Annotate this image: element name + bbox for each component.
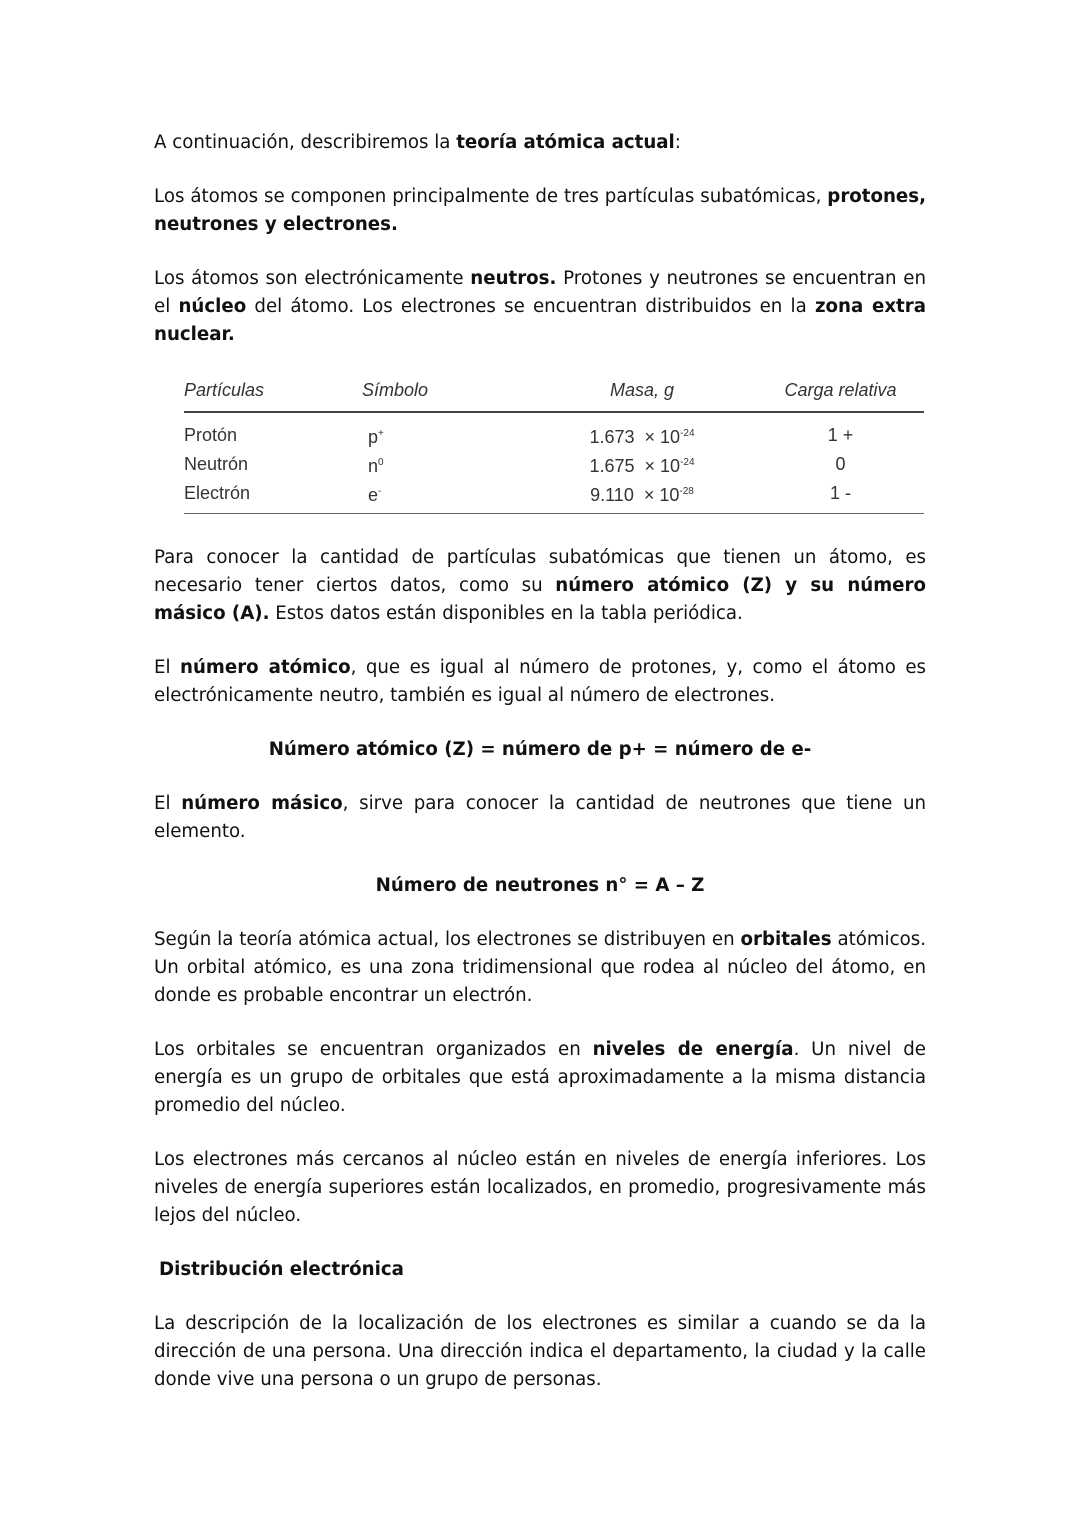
text-run: Protones y neutrones se encuentran en el: [154, 268, 926, 317]
mass-value: 1.673: [589, 427, 635, 447]
text-run: Los orbitales se encuentran organizados en: [154, 1039, 593, 1060]
text-run: Para conocer la cantidad de partículas subatómicas que tienen un átomo, es necesario tener ciertos datos, como su: [154, 547, 926, 596]
text-run: Los átomos se componen principalmente de tres partículas subatómicas,: [154, 186, 828, 207]
paragraph: [154, 544, 926, 628]
text-run: . Un nivel de energía es un grupo de orbitales que está aproximadamente a la misma distancia promedio del núcleo.: [154, 1039, 926, 1116]
particle-name: Neutrón: [184, 454, 249, 474]
particle-symbol: [362, 450, 527, 479]
header-simbolo: Símbolo: [362, 375, 527, 412]
bold-term: protones, neutrones y electrones.: [154, 186, 926, 235]
symbol-sup: 0: [378, 457, 384, 468]
bold-term: núcleo: [178, 296, 247, 317]
bold-term: número atómico: [180, 657, 351, 678]
paragraph: [154, 1146, 926, 1230]
body-section: [154, 544, 926, 1394]
document-page: [154, 129, 926, 1420]
particle-mass: [527, 412, 757, 450]
bold-term: zona extra nuclear.: [154, 296, 926, 345]
bold-term: neutros.: [470, 268, 557, 289]
text-run: Según la teoría atómica actual, los electrones se distribuyen en: [154, 929, 741, 950]
header-carga: Carga relativa: [757, 375, 924, 412]
intro-section: [154, 129, 926, 349]
bold-term: niveles de energía: [592, 1039, 794, 1060]
subatomic-particles-table: [184, 375, 924, 514]
bold-term: número másico: [181, 793, 343, 814]
header-masa: Masa, g: [527, 375, 757, 412]
mass-value: 9.110: [590, 485, 634, 505]
paragraph: [154, 183, 926, 239]
mass-exponent: × 10: [644, 427, 681, 447]
symbol-sup: -: [378, 486, 382, 497]
particle-mass: [527, 479, 757, 514]
bold-term: orbitales: [740, 929, 832, 950]
table-row: [184, 450, 924, 479]
particle-charge: 0: [835, 454, 846, 474]
text-run: , que es igual al número de protones, y, como el átomo es electrónicamente neutro, también es igual al número de electrones.: [154, 657, 926, 706]
text-run: A continuación, describiremos la: [154, 132, 457, 153]
paragraph: [154, 265, 926, 349]
particle-name: Protón: [184, 425, 238, 445]
formula: [154, 872, 926, 900]
table-row: [184, 412, 924, 450]
paragraph: [154, 790, 926, 846]
mass-exponent-sup: -24: [680, 428, 695, 439]
text-run: Estos datos están disponibles en la tabla periódica.: [269, 603, 743, 624]
mass-value: 1.675: [589, 456, 635, 476]
text-run: El: [154, 793, 182, 814]
text-run: El: [154, 657, 181, 678]
mass-exponent-sup: -28: [679, 486, 694, 497]
paragraph: [154, 129, 926, 157]
bold-term: teoría atómica actual: [456, 132, 675, 153]
table-header-row: [184, 375, 924, 412]
symbol-base: n: [368, 456, 379, 476]
text-run: La descripción de la localización de los electrones es similar a cuando se da la dirección de una persona. Una dirección indica el departamento, la ciudad y la calle donde vive una persona o un grupo de personas.: [154, 1313, 926, 1390]
text-run: Número de neutrones n° = A – Z: [375, 875, 705, 896]
paragraph: [154, 654, 926, 710]
particle-mass: [527, 450, 757, 479]
particle-name: Electrón: [184, 479, 362, 514]
mass-exponent-sup: -24: [680, 457, 695, 468]
paragraph: [154, 1310, 926, 1394]
particle-charge: 1 +: [827, 425, 854, 445]
table-row: [184, 479, 924, 514]
bold-term: número atómico (Z) y su número másico (A).: [154, 575, 926, 624]
text-run: Los electrones más cercanos al núcleo están en niveles de energía inferiores. Los niveles de energía superiores están localizados, en promedio, progresivamente más lejos del núcleo.: [154, 1149, 926, 1226]
particle-symbol: [362, 479, 527, 514]
text-run: Distribución electrónica: [159, 1259, 404, 1280]
text-run: del átomo. Los electrones se encuentran distribuidos en la: [246, 296, 815, 317]
mass-exponent: × 10: [644, 456, 681, 476]
particle-symbol: [362, 412, 527, 450]
paragraph: [154, 926, 926, 1010]
symbol-base: p: [368, 427, 379, 447]
particle-charge: 1 -: [757, 479, 924, 514]
mass-exponent: × 10: [643, 485, 680, 505]
formula: [154, 736, 926, 764]
text-run: atómicos. Un orbital atómico, es una zona tridimensional que rodea al núcleo del átomo, en donde es probable encontrar un electrón.: [154, 929, 926, 1006]
header-particulas: Partículas: [184, 375, 362, 412]
text-run: Número atómico (Z) = número de p+ = número de e-: [268, 739, 812, 760]
section-heading: [159, 1256, 926, 1284]
symbol-sup: +: [378, 428, 384, 439]
text-run: Los átomos son electrónicamente: [154, 268, 471, 289]
text-run: , sirve para conocer la cantidad de neutrones que tiene un elemento.: [154, 793, 927, 842]
paragraph: [154, 1036, 926, 1120]
symbol-base: e: [368, 485, 379, 505]
text-run: :: [674, 132, 681, 153]
